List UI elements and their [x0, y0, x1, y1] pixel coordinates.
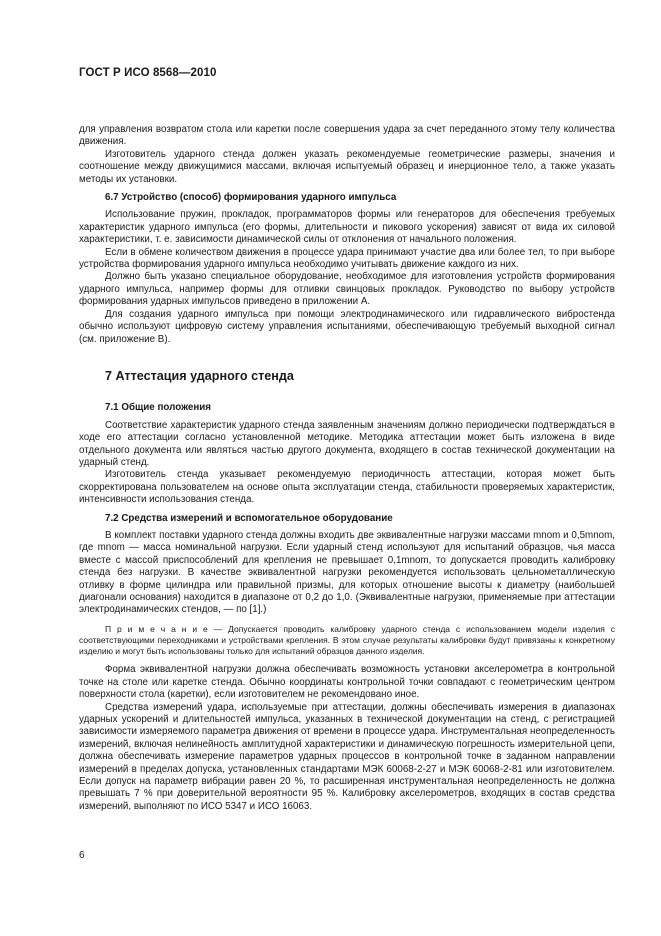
chapter-heading-7: 7 Аттестация ударного стенда [105, 368, 294, 383]
paragraph: Для создания ударного импульса при помощи электродинамического или гидравлического вибростенда обычно используют цифровую систему управления испытаниями, обеспечивающую требуемый выходной сигнал (см. приложение В). [79, 308, 615, 345]
section-heading-7-2: 7.2 Средства измерений и вспомогательное оборудование [105, 512, 393, 524]
note: П р и м е ч а н и е — Допускается проводить калибровку ударного стенда с использованием модели изделия с соответствующими переходниками и устройствами крепления. В этом случае результаты калибровки будут привязаны к конкретному изделию и могут быть использованы только для испытаний образцов данного изделия. [79, 623, 615, 657]
page-number: 6 [79, 850, 85, 861]
paragraph: Если в обмене количеством движения в процессе удара принимают участие два или более тел, то при выборе устройства формирования ударного импульса необходимо учитывать движение каждого из них. [79, 246, 615, 271]
paragraph: В комплект поставки ударного стенда должны входить две эквивалентные нагрузки массами mnom и 0,5mnom, где mnom — масса номинальной нагрузки. Если ударный стенд используют для испытаний образцов, чья масса вместе с массой приспособлений для крепления не превышает 0,1mnom, то допускается проводить калибровку стенда без нагрузки. В качестве эквивалентной нагрузки рекомендуется использовать цельнометаллическую отливку в форме цилиндра или правильной призмы, для которых отношение высоты к диаметру (наибольшей диагонали основания) находится в диапазоне от 0,2 до 1,0. (Эквивалентные нагрузки, применяемые при аттестации электродинамических стендов, — по [1].) [79, 529, 615, 616]
paragraph: Средства измерений удара, используемые при аттестации, должны обеспечивать измерения в диапазонах ударных ускорений и длительностей импульса, указанных в технической документации на стенд, с регистрацией зависимости измеряемого параметра движения от времени в процессе удара. Инструментальная неопределенность измерений, включая нелинейность амплитудной характеристики и динамическую погрешность измерительной цепи, должна обеспечивать измерение параметров ударных процессов в контрольной точке в заданном направлении измерений в пределах допуска, установленных стандартами МЭК 60068-2-27 и МЭК 60068-2-81 или изготовителем. Если допуск на параметр вибрации равен 20 %, то расширенная инструментальная неопределенность не должна превышать 7 % при доверительной вероятности 95 %. Калибровку акселерометров, входящих в состав средства измерений, выполняют по ИСО 5347 и ИСО 16063. [79, 701, 615, 812]
section-heading-7-1: 7.1 Общие положения [105, 402, 212, 414]
section-heading-6-7: 6.7 Устройство (способ) формирования ударного импульса [105, 192, 397, 204]
paragraph: Изготовитель стенда указывает рекомендуемую периодичность аттестации, которая может быть скорректирована пользователем на основе опыта эксплуатации стенда, стабильности проверяемых характеристик, интенсивности использования стенда. [79, 469, 615, 506]
paragraph: Форма эквивалентной нагрузки должна обеспечивать возможность установки акселерометра в контрольной точке на столе или каретке стенда. Обычно координаты контрольной точки совпадают с геометрическим центром поверхности стола (каретки), если изготовителем не рекомендовано иное. [79, 664, 615, 701]
paragraph: Должно быть указано специальное оборудование, необходимое для изготовления устройств формирования ударного импульса, например формы для отливки свинцовых прокладок. Руководство по выбору устройств формирования ударных импульсов приведено в приложении А. [79, 271, 615, 308]
document-header: ГОСТ Р ИСО 8568—2010 [79, 67, 217, 79]
paragraph: Соответствие характеристик ударного стенда заявленным значениям должно периодически подтверждаться в ходе его аттестации согласно установленной методике. Методика аттестации может быть изложена в виде отдельного документа или являться частью другого документа, входящего в состав технической документации на ударный стенд. [79, 419, 615, 468]
paragraph: Использование пружин, прокладок, программаторов формы или генераторов для обеспечения требуемых характеристик ударного импульса (его формы, длительности и пикового ускорения) зависят от вида их силовой характеристики, т. е. зависимости динамической силы от отклонения от начального положения. [79, 209, 615, 246]
paragraph: Изготовитель ударного стенда должен указать рекомендуемые геометрические размеры, значения и соотношение между движущимися массами, включая испытуемый образец и инерционное тело, а также указать методы их установки. [79, 148, 615, 185]
paragraph-continuation: для управления возвратом стола или каретки после совершения удара за счет переданного этому телу количества движения. [79, 124, 615, 148]
document-body [79, 124, 615, 813]
